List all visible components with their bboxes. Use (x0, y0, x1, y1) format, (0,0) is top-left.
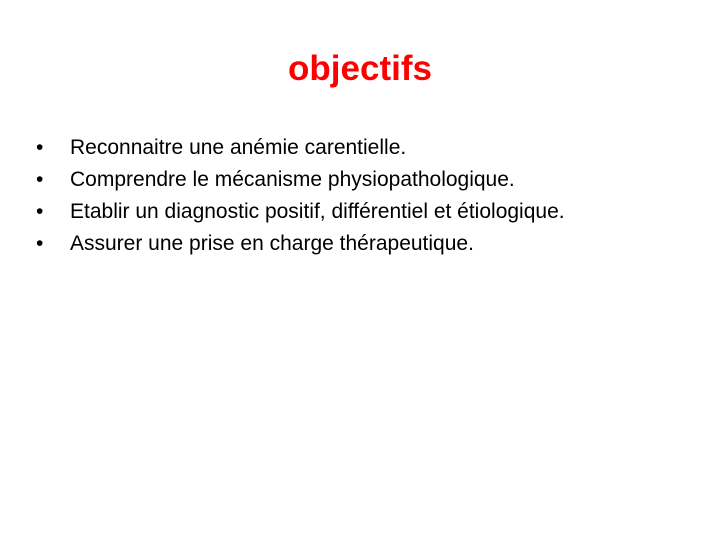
list-item-text: Comprendre le mécanisme physiopathologique. (70, 168, 515, 191)
list-item (36, 132, 676, 164)
slide-title: objectifs (288, 49, 432, 88)
list-item (36, 228, 676, 260)
list-item (36, 196, 676, 228)
list-item-text: Reconnaitre une anémie carentielle. (70, 136, 407, 159)
bullet-icon: • (36, 136, 44, 159)
objectives-list (36, 132, 676, 260)
bullet-icon: • (36, 168, 44, 191)
list-item-text: Assurer une prise en charge thérapeutique. (70, 232, 474, 255)
list-item (36, 164, 676, 196)
bullet-icon: • (36, 200, 44, 223)
bullet-icon: • (36, 232, 44, 255)
list-item-text: Etablir un diagnostic positif, différentiel et étiologique. (70, 200, 565, 223)
